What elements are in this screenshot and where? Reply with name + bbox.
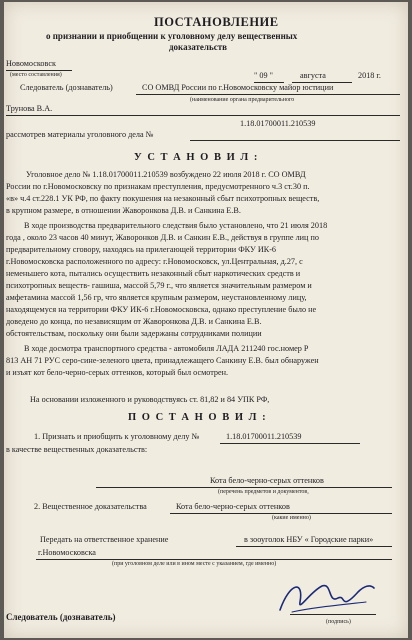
- date-day: " 09 ": [254, 71, 273, 80]
- case-underline: [190, 140, 400, 141]
- body-line: психотропных веществ- гашиша, массой 5,79 г., что является значительным размером и: [6, 281, 312, 290]
- body-line: России по г.Новомосковску по признакам преступления, предусмотренного ч.3 ст.30 п.: [6, 182, 310, 191]
- evidence-2-caption: (какие именно): [272, 515, 311, 521]
- decision-item-3: Передать на ответственное хранение: [40, 535, 169, 544]
- decision-item-1-suffix: в качестве вещественных доказательств:: [6, 445, 148, 454]
- storage-city-underline: [36, 559, 392, 560]
- document-subtitle-2: доказательств: [169, 42, 227, 52]
- body-line: в крупном размере, в отношении Жаворонкова Д.В. и Санкина Е.В.: [6, 206, 241, 215]
- body-line: «в» ч.4 ст.228.1 УК РФ, по факту покушения на незаконный сбыт психотропных веществ,: [6, 194, 320, 203]
- document-page: [4, 2, 408, 638]
- storage-caption: (при уголовном деле или в ином месте с указанием, где именно): [112, 561, 277, 567]
- body-line: В ходе досмотра транспортного средства - автомобиля ЛАДА 211240 гос.номер Р: [24, 344, 309, 353]
- investigator-org: СО ОМВД России по г.Новомосковску майор юстиции: [142, 83, 334, 92]
- evidence-object-2: Кота бело-черно-серых оттенков: [176, 502, 290, 511]
- legal-basis: На основании изложенного и руководствуясь ст. 81,82 и 84 УПК РФ,: [30, 395, 270, 404]
- body-line: и изъят кот бело-черно-серых оттенков, который был осмотрен.: [6, 368, 229, 377]
- body-line: обстоятельствам, поскольку они были задержаны сотрудниками полиции: [6, 329, 262, 338]
- postanovil-heading: П О С Т А Н О В И Л :: [128, 412, 268, 423]
- place-underline: [6, 70, 72, 71]
- decision-case-number: 1.18.01700011.210539: [226, 432, 302, 441]
- storage-city: г.Новомосковска: [38, 548, 96, 557]
- evidence-caption: (перечень предметов и документов,: [218, 489, 309, 495]
- storage-underline: [236, 546, 392, 547]
- case-number-top: 1.18.01700011.210539: [240, 119, 316, 128]
- investigator-name: Трунова В.А.: [6, 104, 53, 113]
- body-line: доведено до конца, по независящим от Жаворонкова Д.В. и Санкина Е.В.: [6, 317, 262, 326]
- decision-case-underline: [220, 443, 360, 444]
- date-month: августа: [300, 71, 326, 80]
- evidence-underline: [96, 487, 392, 488]
- storage-place: в зооуголок НБУ « Городские парки»: [244, 535, 374, 544]
- case-label: рассмотрев материалы уголовного дела №: [6, 130, 154, 139]
- body-line: амфетамина массой 1,56 гр, что является крупным размером, неустановленному лицу,: [6, 293, 307, 302]
- handwritten-signature: [270, 572, 380, 622]
- body-line: находящемуся на территории ФКУ ИК-6 г.Новомосковска, однако преступление было не: [6, 305, 317, 314]
- org-underline: [136, 94, 400, 95]
- place: Новомосковск: [6, 59, 56, 68]
- decision-item-2: 2. Вещественное доказательства: [34, 502, 147, 511]
- body-line: предварительному сговору, находясь на прилегающей территории ФКУ ИК-6: [6, 245, 277, 254]
- body-line: Уголовное дело № 1.18.01700011.210539 возбуждено 22 июля 2018 г. СО ОМВД: [26, 170, 306, 179]
- evidence-2-underline: [170, 513, 392, 514]
- ustanovil-heading: У С Т А Н О В И Л :: [134, 152, 259, 163]
- body-line: неменьшего кота, пытались осуществить незаконный сбыт наркотических средств и: [6, 269, 301, 278]
- document-title: ПОСТАНОВЛЕНИЕ: [154, 15, 279, 29]
- body-line: года , около 23 часов 40 минут, Жаворонков Д.В. и Санкин Е.В., действуя в группе лиц по: [6, 233, 319, 242]
- body-line: 813 АН 71 РУС серо-сине-зеленого цвета, принадлежащего Санкину Е.В. был обнаружен: [6, 356, 319, 365]
- body-line: г.Новомосковска расположенного по адресу: г.Новомосковск, ул.Центральная, д.27, с: [6, 257, 303, 266]
- body-line: В ходе производства предварительного следствия было установлено, что 21 июля 2018: [24, 221, 328, 230]
- investigator-prefix: Следователь (дознаватель): [20, 83, 113, 92]
- name-underline: [6, 115, 400, 116]
- place-caption: (место составления): [10, 72, 62, 78]
- document-subtitle: о признании и приобщении к уголовному делу вещественных: [46, 31, 298, 41]
- decision-item-1: 1. Признать и приобщить к уголовному делу №: [34, 432, 200, 441]
- signer-label: Следователь (дознаватель): [6, 612, 116, 622]
- date-year: 2018 г.: [358, 71, 381, 80]
- org-caption: (наименование органа предварительного: [190, 97, 295, 103]
- evidence-object: Кота бело-черно-серых оттенков: [210, 476, 324, 485]
- signature-caption: (подпись): [326, 619, 351, 625]
